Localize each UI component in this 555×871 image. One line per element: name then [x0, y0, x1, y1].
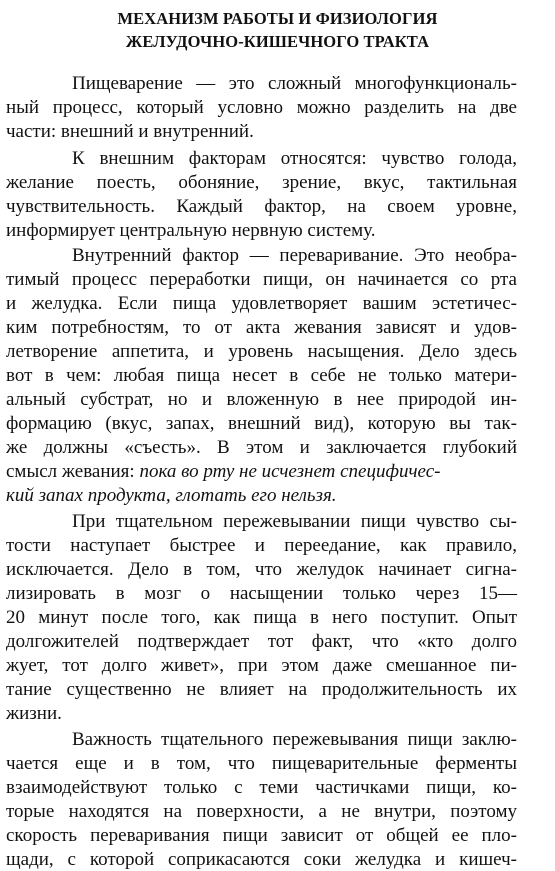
text-line: скорость переваривания пищи зависит от общей ее пло-: [6, 825, 517, 846]
text-line: чается еще и в том, что пищеварительные ферменты: [6, 753, 517, 774]
text-line: К внешним факторам относятся: чувство голода,: [72, 148, 517, 169]
text-line: тание существенно не влияет на продолжительность их: [6, 679, 517, 700]
text-line: тимый процесс переработки пищи, он начинается со рта: [6, 269, 517, 290]
chapter-title-line-1: МЕХАНИЗМ РАБОТЫ И ФИЗИОЛОГИЯ: [117, 9, 438, 28]
text-line: вот в чем: любая пища несет в себе не только матери-: [6, 365, 517, 386]
text-line: Внутренний фактор — переваривание. Это необра-: [72, 245, 517, 266]
chapter-title-line-2: ЖЕЛУДОЧНО-КИШЕЧНОГО ТРАКТА: [125, 32, 430, 51]
text-line: Пищеварение — это сложный многофункциональ-: [72, 73, 517, 94]
text-line: части: внешний и внутренний.: [6, 121, 254, 142]
text-line: ким потребностям, то от акта жевания зависят и удов-: [6, 317, 517, 338]
text-line: взаимодействуют только с теми частичками пищи, ко-: [6, 777, 517, 798]
text-line: щади, с которой соприкасаются соки желудка и кишеч-: [6, 849, 517, 870]
text-line: жует, тот долго живет», при этом даже смешанное пи-: [6, 655, 517, 676]
text-line: торые находятся на поверхности, а не внутри, поэтому: [6, 801, 517, 822]
text-run: смысл жевания:: [6, 461, 140, 482]
text-line: же должны «съесть». В этом и заключается глубокий: [6, 437, 517, 458]
text-line: 20 минут после того, как пища в него поступит. Опыт: [6, 607, 517, 628]
text-line: чувствительность. Каждый фактор, на своем уровне,: [6, 196, 517, 217]
text-line: формацию (вкус, запах, внешний вид), которую вы так-: [6, 413, 517, 434]
text-line: исключается. Дело в том, что желудок начинает сигна-: [6, 559, 517, 580]
text-line: желание поесть, обоняние, зрение, вкус, тактильная: [6, 172, 517, 193]
text-line: и желудка. Если пища удовлетворяет вашим эстетичес-: [6, 293, 517, 314]
text-line: кий запах продукта, глотать его нельзя.: [6, 485, 337, 506]
text-line: летворение аппетита, и уровень насыщения. Дело здесь: [6, 341, 517, 362]
text-line: [6, 460, 517, 483]
italic-text-run: пока во рту не исчезнет специфичес-: [139, 461, 441, 482]
text-line: Важность тщательного пережевывания пищи заклю-: [72, 729, 517, 750]
text-line: тости наступает быстрее и переедание, как правило,: [6, 535, 517, 556]
text-line: лизировать в мозг о насыщении только через 15—: [6, 583, 517, 604]
text-line: жизни.: [6, 703, 62, 724]
text-line: информирует центральную нервную систему.: [6, 220, 376, 241]
text-line: ный процесс, который условно можно разделить на две: [6, 97, 517, 118]
text-line: долгожителей подтверждает тот факт, что «кто долго: [6, 631, 517, 652]
text-line: При тщательном пережевывании пищи чувство сы-: [72, 511, 517, 532]
text-line: альный субстрат, но и вложенную в нее природой ин-: [6, 389, 517, 410]
